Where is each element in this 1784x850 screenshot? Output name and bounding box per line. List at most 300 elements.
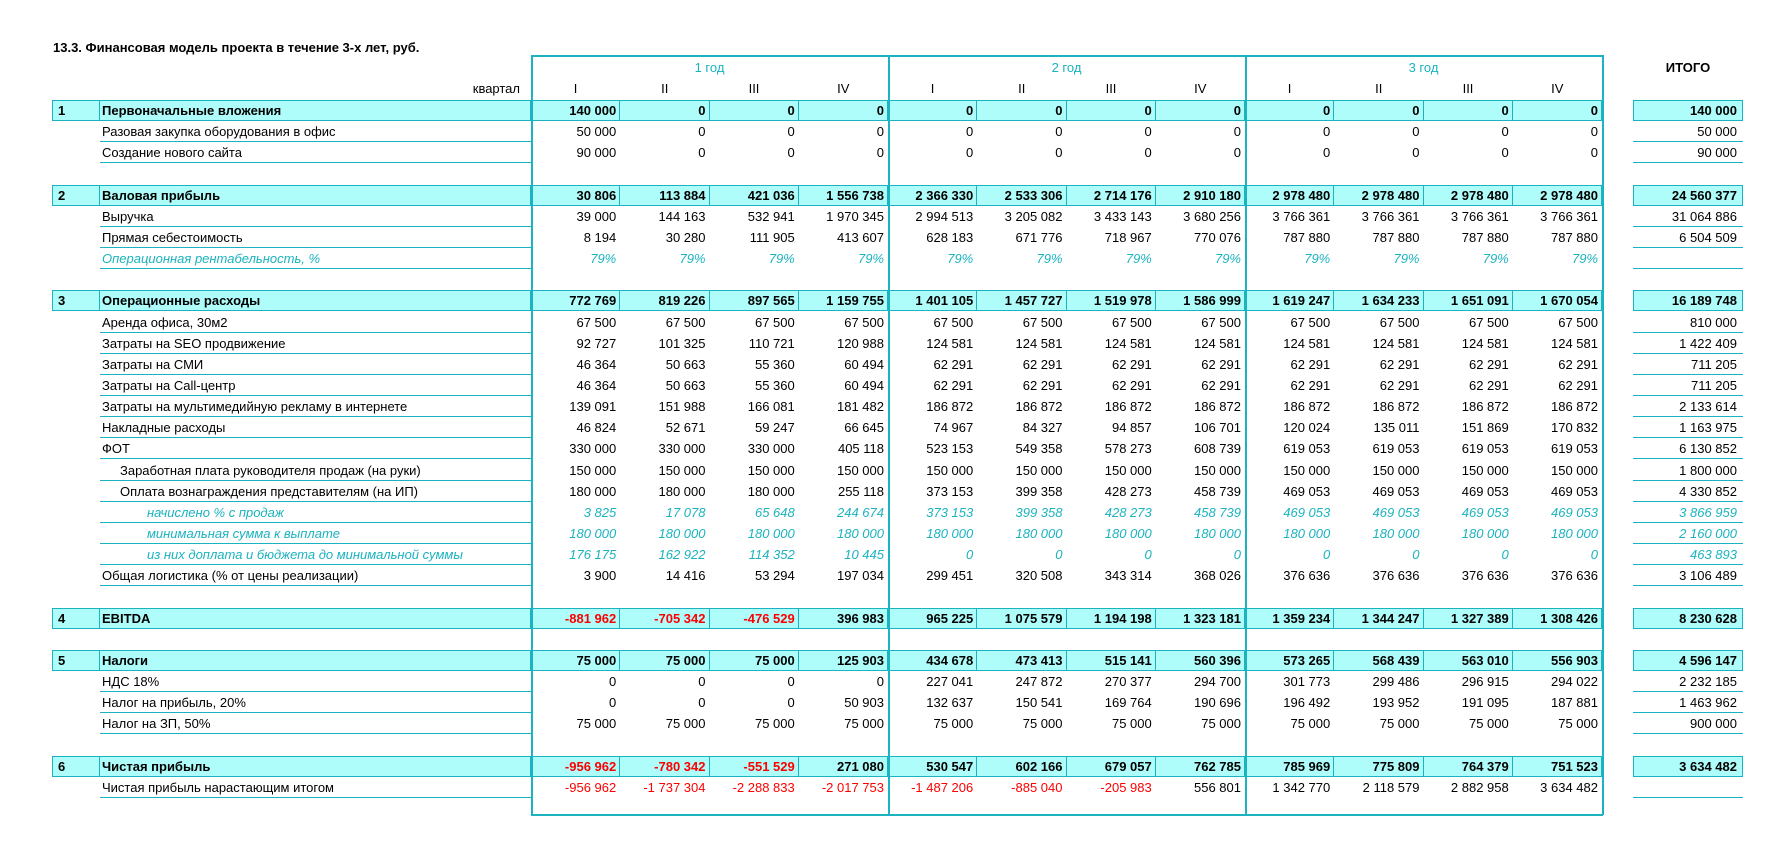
value-cell: 368 026 [1194, 568, 1241, 584]
blank-row [0, 735, 1784, 756]
value-cell: 75 000 [1022, 716, 1063, 732]
value-cell: 376 636 [1551, 568, 1598, 584]
total-cell: 4 596 147 [1679, 652, 1737, 668]
total-cell: 3 866 959 [1679, 504, 1737, 520]
value-cell: 124 581 [1194, 335, 1241, 351]
value-cell: -881 962 [564, 610, 617, 626]
value-cell: 2 978 480 [1540, 187, 1598, 203]
value-cell: 62 291 [1468, 377, 1509, 393]
year-header-1: 1 год [694, 60, 725, 75]
value-cell: 84 327 [1022, 420, 1063, 436]
value-cell: 751 523 [1551, 758, 1598, 774]
value-cell: 67 500 [665, 314, 706, 330]
row-label: Затраты на мультимедийную рекламу в интернете [102, 399, 408, 415]
total-cell: 6 130 852 [1679, 441, 1737, 457]
row-label: EBITDA [102, 610, 151, 626]
table-row [0, 713, 1784, 734]
row-label: Затраты на СМИ [102, 356, 204, 372]
value-cell: 50 000 [576, 124, 617, 140]
value-cell: 0 [1412, 103, 1420, 118]
value-cell: 619 053 [1551, 441, 1598, 457]
value-cell: 3 433 143 [1093, 208, 1152, 224]
total-cell: 1 800 000 [1679, 462, 1737, 478]
value-cell: 67 500 [844, 314, 884, 330]
value-cell: 150 000 [926, 462, 974, 478]
table-row [0, 438, 1784, 459]
value-cell: 94 857 [1111, 420, 1152, 436]
section-number: 4 [58, 610, 66, 626]
value-cell: 120 988 [837, 335, 884, 351]
value-cell: 8 194 [583, 229, 617, 245]
value-cell: 2 118 579 [1362, 779, 1420, 795]
value-cell: 191 095 [1461, 695, 1509, 711]
value-cell: 1 327 389 [1450, 610, 1509, 626]
value-cell: 523 153 [926, 441, 974, 457]
table-row [0, 375, 1784, 396]
value-cell: 180 000 [1551, 526, 1598, 541]
value-cell: 0 [1323, 547, 1331, 563]
value-cell: 244 674 [837, 504, 884, 520]
value-cell: 530 547 [926, 758, 974, 774]
value-cell: 52 671 [665, 420, 706, 436]
value-cell: 578 273 [1104, 441, 1152, 457]
value-cell: 0 [787, 674, 795, 690]
year-1-right-border [888, 55, 890, 815]
table-row [0, 481, 1784, 502]
quarter-header: III [748, 81, 760, 96]
table-row [0, 121, 1784, 142]
value-cell: 3 766 361 [1450, 208, 1509, 224]
value-cell: 67 500 [754, 314, 795, 330]
value-cell: 46 824 [576, 420, 617, 436]
value-cell: 150 000 [1461, 462, 1509, 478]
value-cell: 67 500 [1379, 314, 1420, 330]
total-cell: 50 000 [1697, 124, 1737, 140]
value-cell: 151 988 [658, 399, 706, 415]
total-header: ИТОГО [1665, 60, 1711, 75]
value-cell: 0 [698, 124, 706, 140]
value-cell: 0 [1501, 145, 1509, 161]
value-cell: 0 [787, 124, 795, 140]
section-row [0, 100, 1784, 121]
value-cell: 62 291 [1379, 377, 1420, 393]
value-cell: 150 000 [658, 462, 706, 478]
value-cell: 75 000 [754, 652, 795, 668]
section-number: 6 [58, 758, 66, 774]
value-cell: 376 636 [1372, 568, 1420, 584]
year-3-right-border [1602, 55, 1604, 815]
value-cell: 787 880 [1461, 229, 1509, 245]
value-cell: 79% [1214, 251, 1241, 267]
value-cell: 0 [1233, 103, 1241, 118]
value-cell: 2 994 513 [915, 208, 974, 224]
value-cell: 79% [1482, 251, 1509, 267]
value-cell: 113 884 [659, 187, 706, 203]
value-cell: 0 [1590, 145, 1598, 161]
value-cell: 62 291 [1379, 356, 1420, 372]
value-cell: 3 634 482 [1540, 779, 1598, 795]
value-cell: 0 [966, 124, 974, 140]
value-cell: 413 607 [837, 229, 884, 245]
value-cell: 775 809 [1372, 758, 1420, 774]
value-cell: -551 529 [743, 758, 795, 774]
section-fill [100, 608, 531, 629]
year-1-left-border [531, 55, 533, 815]
table-row [0, 544, 1784, 565]
value-cell: 1 970 345 [826, 208, 884, 224]
table-row [0, 565, 1784, 586]
value-cell: 66 645 [844, 420, 884, 436]
total-cell: 90 000 [1697, 145, 1737, 161]
value-cell: 1 344 247 [1361, 610, 1420, 626]
value-cell: 162 922 [658, 547, 706, 563]
row-label: Налоги [102, 652, 149, 668]
value-cell: 428 273 [1104, 483, 1152, 499]
row-label: Операционная рентабельность, % [102, 251, 321, 267]
value-cell: -1 737 304 [643, 779, 706, 795]
value-cell: -2 017 753 [821, 779, 884, 795]
table-row [0, 333, 1784, 354]
value-cell: 787 880 [1551, 229, 1598, 245]
value-cell: 62 291 [1022, 377, 1063, 393]
value-cell: 0 [966, 547, 974, 563]
quarter-header: IV [1194, 81, 1207, 96]
value-cell: 180 000 [1461, 526, 1509, 541]
table-row [0, 777, 1784, 798]
value-cell: 428 273 [1104, 504, 1152, 520]
value-cell: 62 291 [1468, 356, 1509, 372]
row-label: минимальная сумма к выплате [147, 526, 341, 541]
quarter-header: I [1287, 81, 1292, 96]
row-label: Аренда офиса, 30м2 [102, 314, 228, 330]
value-cell: 46 364 [576, 377, 617, 393]
value-cell: 62 291 [1558, 377, 1598, 393]
value-cell: 180 000 [1015, 526, 1063, 541]
total-cell: 810 000 [1690, 314, 1737, 330]
value-cell: 65 648 [754, 504, 795, 520]
value-cell: -956 962 [564, 779, 617, 795]
section-number: 2 [58, 187, 66, 203]
value-cell: 67 500 [1201, 314, 1241, 330]
row-label: Оплата вознаграждения представителям (на ИП) [120, 483, 419, 499]
quarter-header: IV [837, 81, 850, 96]
value-cell: 150 000 [1551, 462, 1598, 478]
value-cell: 619 053 [1372, 441, 1420, 457]
value-cell: 270 377 [1104, 674, 1152, 690]
quarter-header: III [1105, 81, 1117, 96]
value-cell: 0 [1590, 547, 1598, 563]
value-cell: 1 619 247 [1272, 293, 1331, 309]
value-cell: 0 [876, 674, 884, 690]
year-block-bottom-border [531, 814, 1603, 816]
value-cell: 186 872 [1551, 399, 1598, 415]
total-cell: 1 463 962 [1679, 695, 1737, 711]
value-cell: 0 [1055, 103, 1063, 118]
value-cell: 0 [787, 103, 795, 118]
value-cell: 151 869 [1461, 420, 1509, 436]
value-cell: 473 413 [1015, 652, 1063, 668]
value-cell: 515 141 [1104, 652, 1152, 668]
value-cell: 79% [1571, 251, 1598, 267]
value-cell: 67 500 [1558, 314, 1598, 330]
value-cell: 1 159 755 [826, 293, 884, 309]
value-cell: 0 [1144, 547, 1152, 563]
table-row [0, 248, 1784, 269]
value-cell: 608 739 [1194, 441, 1241, 457]
value-cell: 79% [590, 251, 617, 267]
value-cell: 75 000 [1201, 716, 1241, 732]
value-cell: 62 291 [1201, 356, 1241, 372]
value-cell: 111 905 [749, 229, 795, 245]
total-cell: 16 189 748 [1671, 293, 1737, 309]
value-cell: 965 225 [926, 610, 974, 626]
row-label: Чистая прибыль [102, 758, 211, 774]
value-cell: 186 872 [926, 399, 974, 415]
value-cell: 135 011 [1373, 420, 1420, 436]
table-row [0, 206, 1784, 227]
value-cell: 62 291 [1111, 377, 1152, 393]
row-label: Операционные расходы [102, 293, 261, 309]
value-cell: 67 500 [576, 314, 617, 330]
value-cell: 772 769 [569, 293, 617, 309]
row-label: Общая логистика (% от цены реализации) [102, 568, 359, 584]
value-cell: 718 967 [1104, 229, 1152, 245]
value-cell: 75 000 [665, 652, 706, 668]
value-cell: 0 [1501, 124, 1509, 140]
value-cell: 169 764 [1104, 695, 1152, 711]
value-cell: 330 000 [747, 441, 795, 457]
value-cell: 294 022 [1551, 674, 1598, 690]
value-cell: 2 882 958 [1450, 779, 1509, 795]
table-row [0, 396, 1784, 417]
value-cell: 75 000 [754, 716, 795, 732]
table-row [0, 417, 1784, 438]
table-row [0, 142, 1784, 163]
value-cell: 79% [1304, 251, 1331, 267]
value-cell: 55 360 [754, 377, 795, 393]
value-cell: 17 078 [665, 504, 706, 520]
quarter-header: III [1462, 81, 1474, 96]
table-row [0, 312, 1784, 333]
value-cell: 2 978 480 [1272, 187, 1331, 203]
value-cell: 79% [679, 251, 706, 267]
value-cell: -885 040 [1011, 779, 1063, 795]
table-row [0, 692, 1784, 713]
value-cell: 0 [698, 145, 706, 161]
year-header-2: 2 год [1051, 60, 1082, 75]
value-cell: 150 000 [1015, 462, 1063, 478]
total-cell: 463 893 [1690, 547, 1737, 563]
blank-row [0, 629, 1784, 650]
section-row [0, 608, 1784, 629]
value-cell: 124 581 [1015, 335, 1063, 351]
total-cell: 24 560 377 [1671, 187, 1737, 203]
value-cell: 3 205 082 [1004, 208, 1063, 224]
value-cell: 180 000 [658, 483, 706, 499]
value-cell: 0 [1323, 145, 1331, 161]
section-row [0, 756, 1784, 777]
value-cell: 197 034 [837, 568, 884, 584]
value-cell: 79% [1393, 251, 1420, 267]
value-cell: 1 323 181 [1183, 610, 1241, 626]
value-cell: 190 696 [1194, 695, 1241, 711]
value-cell: 0 [1144, 124, 1152, 140]
value-cell: 3 680 256 [1183, 208, 1241, 224]
value-cell: 320 508 [1015, 568, 1063, 584]
quarter-header: II [1018, 81, 1026, 96]
value-cell: 458 739 [1194, 483, 1241, 499]
value-cell: 180 000 [569, 526, 617, 541]
value-cell: 124 581 [1283, 335, 1331, 351]
row-label: Налог на ЗП, 50% [102, 716, 211, 732]
value-cell: 62 291 [1022, 356, 1063, 372]
value-cell: 0 [1412, 547, 1420, 563]
row-label: Налог на прибыль, 20% [102, 695, 246, 711]
value-cell: 0 [698, 695, 706, 711]
value-cell: -705 342 [654, 610, 706, 626]
value-cell: 785 969 [1283, 758, 1331, 774]
total-cell: 711 205 [1690, 356, 1737, 372]
value-cell: 0 [1412, 124, 1420, 140]
value-cell: 124 581 [1551, 335, 1598, 351]
value-cell: 376 636 [1461, 568, 1509, 584]
value-cell: 0 [876, 124, 884, 140]
value-cell: 0 [1233, 124, 1241, 140]
year-block-top-border [531, 55, 1603, 57]
total-cell: 3 634 482 [1679, 758, 1737, 774]
value-cell: 0 [787, 145, 795, 161]
value-cell: 787 880 [1372, 229, 1420, 245]
year-2-right-border [1245, 55, 1247, 815]
value-cell: 79% [1125, 251, 1152, 267]
value-cell: 299 486 [1372, 674, 1420, 690]
value-cell: 897 565 [747, 293, 795, 309]
value-cell: 75 000 [1468, 716, 1509, 732]
value-cell: 62 291 [933, 356, 974, 372]
value-cell: 75 000 [1558, 716, 1598, 732]
section-number: 1 [58, 103, 66, 118]
total-cell: 4 330 852 [1679, 483, 1737, 499]
value-cell: 458 739 [1194, 504, 1241, 520]
value-cell: 671 776 [1015, 229, 1063, 245]
value-cell: 0 [876, 103, 884, 118]
section-fill [100, 650, 531, 671]
section-number: 3 [58, 293, 66, 309]
value-cell: 92 727 [576, 335, 617, 351]
value-cell: 180 000 [747, 483, 795, 499]
value-cell: 619 053 [1283, 441, 1331, 457]
value-cell: 187 881 [1551, 695, 1598, 711]
quarter-header: II [1375, 81, 1383, 96]
total-cell: 2 232 185 [1679, 674, 1737, 690]
quarter-header: IV [1551, 81, 1564, 96]
section-number: 5 [58, 652, 66, 668]
blank-row [0, 163, 1784, 184]
value-cell: 469 053 [1551, 483, 1598, 499]
value-cell: 1 359 234 [1272, 610, 1331, 626]
row-label: Затраты на Call-центр [102, 377, 236, 393]
value-cell: 1 519 978 [1093, 293, 1152, 309]
value-cell: 0 [966, 145, 974, 161]
value-cell: 180 000 [569, 483, 617, 499]
value-cell: 101 325 [658, 335, 706, 351]
value-cell: 75 000 [844, 716, 884, 732]
value-cell: 150 000 [837, 462, 884, 478]
value-cell: 180 000 [926, 526, 974, 541]
value-cell: 0 [1323, 124, 1331, 140]
value-cell: 2 714 176 [1093, 187, 1152, 203]
value-cell: 568 439 [1372, 652, 1420, 668]
total-cell [1633, 248, 1743, 269]
value-cell: 0 [1501, 547, 1509, 563]
value-cell: 343 314 [1104, 568, 1152, 584]
value-cell: 186 872 [1283, 399, 1331, 415]
value-cell: 62 291 [1201, 377, 1241, 393]
value-cell: 770 076 [1194, 229, 1241, 245]
quarter-label: квартал [472, 81, 520, 96]
value-cell: 299 451 [926, 568, 974, 584]
value-cell: 144 163 [658, 208, 706, 224]
value-cell: 563 010 [1461, 652, 1509, 668]
value-cell: 186 872 [1461, 399, 1509, 415]
value-cell: 46 364 [576, 356, 617, 372]
total-cell: 140 000 [1690, 103, 1737, 118]
value-cell: 79% [857, 251, 884, 267]
value-cell: 60 494 [844, 377, 884, 393]
value-cell: 247 872 [1015, 674, 1063, 690]
value-cell: 180 000 [1194, 526, 1241, 541]
value-cell: 75 000 [576, 652, 617, 668]
value-cell: -780 342 [654, 758, 706, 774]
value-cell: 2 910 180 [1183, 187, 1241, 203]
value-cell: 67 500 [933, 314, 974, 330]
value-cell: 469 053 [1283, 483, 1331, 499]
value-cell: 1 586 999 [1183, 293, 1241, 309]
row-label: начислено % с продаж [147, 504, 284, 520]
value-cell: 469 053 [1461, 483, 1509, 499]
value-cell: -1 487 206 [911, 779, 974, 795]
value-cell: 132 637 [926, 695, 974, 711]
value-cell: 150 000 [1194, 462, 1241, 478]
quarter-header: I [930, 81, 935, 96]
value-cell: 74 967 [933, 420, 974, 436]
value-cell: 0 [1144, 103, 1152, 118]
row-label: Накладные расходы [102, 420, 226, 436]
value-cell: 30 806 [576, 187, 617, 203]
value-cell: 59 247 [754, 420, 795, 436]
value-cell: 10 445 [844, 547, 884, 563]
value-cell: 75 000 [576, 716, 617, 732]
row-label: Валовая прибыль [102, 187, 221, 203]
table-row [0, 354, 1784, 375]
value-cell: 787 880 [1283, 229, 1331, 245]
value-cell: 124 581 [1461, 335, 1509, 351]
value-cell: 67 500 [1111, 314, 1152, 330]
value-cell: 67 500 [1468, 314, 1509, 330]
total-cell: 8 230 628 [1679, 610, 1737, 626]
value-cell: 180 000 [837, 526, 884, 541]
value-cell: 62 291 [1290, 356, 1331, 372]
value-cell: 186 872 [1104, 399, 1152, 415]
row-label: Создание нового сайта [102, 145, 242, 161]
value-cell: 0 [698, 674, 706, 690]
value-cell: 75 000 [665, 716, 706, 732]
value-cell: 124 581 [926, 335, 974, 351]
value-cell: 0 [1323, 103, 1331, 118]
value-cell: 1 308 426 [1540, 610, 1598, 626]
value-cell: 469 053 [1283, 504, 1331, 520]
value-cell: 30 280 [665, 229, 706, 245]
